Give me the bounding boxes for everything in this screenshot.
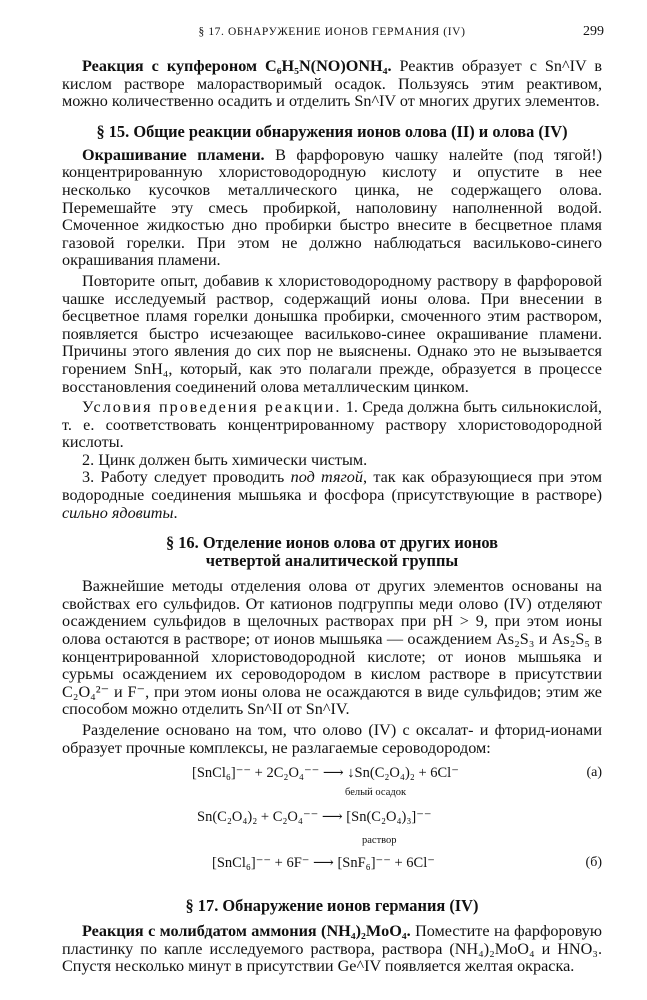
equation-b-label: (б) (585, 855, 602, 871)
text-run: . (173, 503, 178, 522)
paragraph-lead: Окрашивание пламени. (82, 145, 265, 164)
paragraph-lead: Реакция с купфероном C₆H₅N(NO)ONH₄. (82, 57, 392, 75)
book-page (62, 22, 602, 976)
text-run: 3. Работу следует проводить (82, 468, 291, 487)
paragraph-reaction-conditions (62, 399, 602, 452)
equation-a-note: белый осадок (345, 787, 407, 799)
page-number: 299 (583, 24, 604, 39)
running-head (62, 22, 602, 44)
italic-run: сильно ядовиты (62, 503, 174, 522)
paragraph-text: В фарфоровую чашку налейте (под тягой!) концентрированную хлористоводородную кислоту и опустите в нее несколько кусочков металлического цинка, не содержащего олова. Перемешайте эту смесь пробиркой, наполовину наполненной водой. Смоченное жидкостью дно пробирки быстро внесите в бесцветное пламя газовой горелки. При этом не должно наблюдаться василькoво-синего окрашивания пламени. (62, 145, 602, 270)
italic-run: под тягой (290, 468, 363, 487)
paragraph-text: Поместите на фарфоровую пластинку по капле исследуемого раствора, раствора (NH₄)₂MoO₄ и HNO₃. Спустя несколько минут в присутствии Ge^IV появляется желтая окраска. (62, 922, 602, 976)
paragraph-condition-2: 2. Цинк должен быть химически чистым. (82, 450, 368, 469)
equation-mid: Sn(C₂O₄)₂ + C₂O₄⁻⁻ ⟶ [Sn(C₂O₄)₃]⁻⁻ (197, 809, 432, 826)
equations-block (62, 757, 602, 897)
section-16-heading-line2: четвертой аналитической группы (205, 551, 459, 571)
running-head-title: § 17. ОБНАРУЖЕНИЕ ИОНОВ ГЕРМАНИЯ (IV) (198, 26, 466, 38)
section-17-heading: § 17. Обнаружение ионов германия (IV) (185, 896, 479, 916)
paragraph-repeat-experiment: Повторите опыт, добавив к хлористоводородному раствору в фарфоровой чашке исследуемый раствор, содержащий ионы олова. При внесении в бесцветное пламя горелки донышка пробирки, смоченного этим раствором, появляется быстро исчезающее васильково-синее окрашивание пламени. Причины этого явления до сих пор не выяснены. Однако это не вызывается горением SnH₄, который, как это полагали прежде, образуется в процессе восстановления соединений олова металлическим цинком. (62, 271, 602, 396)
equation-mid-note: раствор (362, 835, 397, 847)
paragraph-ammonium-molybdate (62, 923, 602, 976)
equation-b: [SnCl₆]⁻⁻ + 6F⁻ ⟶ [SnF₆]⁻⁻ + 6Cl⁻ (212, 855, 435, 872)
paragraph-separation-basis: Разделение основано на том, что олово (IV) с оксалат- и фторид-ионами образует прочные комплексы, не разлагаемые сероводородом: (62, 721, 602, 757)
text-run: , так как образующиеся при этом водородные соединения мышьяка и фосфора (присутствующие в растворе) (62, 468, 602, 505)
paragraph-lead: Условия проведения реакции. (82, 398, 342, 417)
paragraph-flame-coloring (62, 147, 602, 270)
paragraph-text: 1. Среда должна быть сильнокислой, т. е. соответствовать концентрированному раствору хлористоводородной кислоты. (62, 398, 602, 452)
paragraph-separation-methods: Важнейшие методы отделения олова от других элементов основаны на свойствах его сульфидов. От катионов подгруппы меди олово (IV) отделяют осаждением сульфидов в щелочных растворах при pH > 9, при этом ионы олова остаются в растворе; от ионов мышьяка — осаждением As₂S₃ и As₂S₅ в концентрированной хлористоводородной кислоте; от ионов мышьяка и сурьмы осаждением их сероводородом в кислом растворе в присутствии C₂O₄²⁻ и F⁻, при этом ионы олова не осаждаются в виде сульфидов; этим же способом можно отделить Sn^II от Sn^IV. (62, 577, 602, 719)
equation-a: [SnCl₆]⁻⁻ + 2C₂O₄⁻⁻ ⟶ ↓Sn(C₂O₄)₂ + 6Cl⁻ (192, 765, 459, 782)
paragraph-text: Реактив образует с Sn^IV в кислом растворе малорастворимый осадок. Пользуясь этим реактивом, можно количественно осадить и отделить Sn^IV от многих других элементов. (62, 57, 602, 111)
paragraph-lead: Реакция с молибдатом аммония (NH₄)₂MoO₄. (82, 922, 411, 941)
paragraph-cupferron (62, 58, 602, 111)
section-16-heading-line1: § 16. Отделение ионов олова от других ионов (165, 533, 499, 553)
section-15-heading: § 15. Общие реакции обнаружения ионов олова (II) и олова (IV) (96, 121, 568, 141)
paragraph-condition-3 (62, 469, 602, 522)
equation-a-label: (а) (586, 765, 602, 781)
